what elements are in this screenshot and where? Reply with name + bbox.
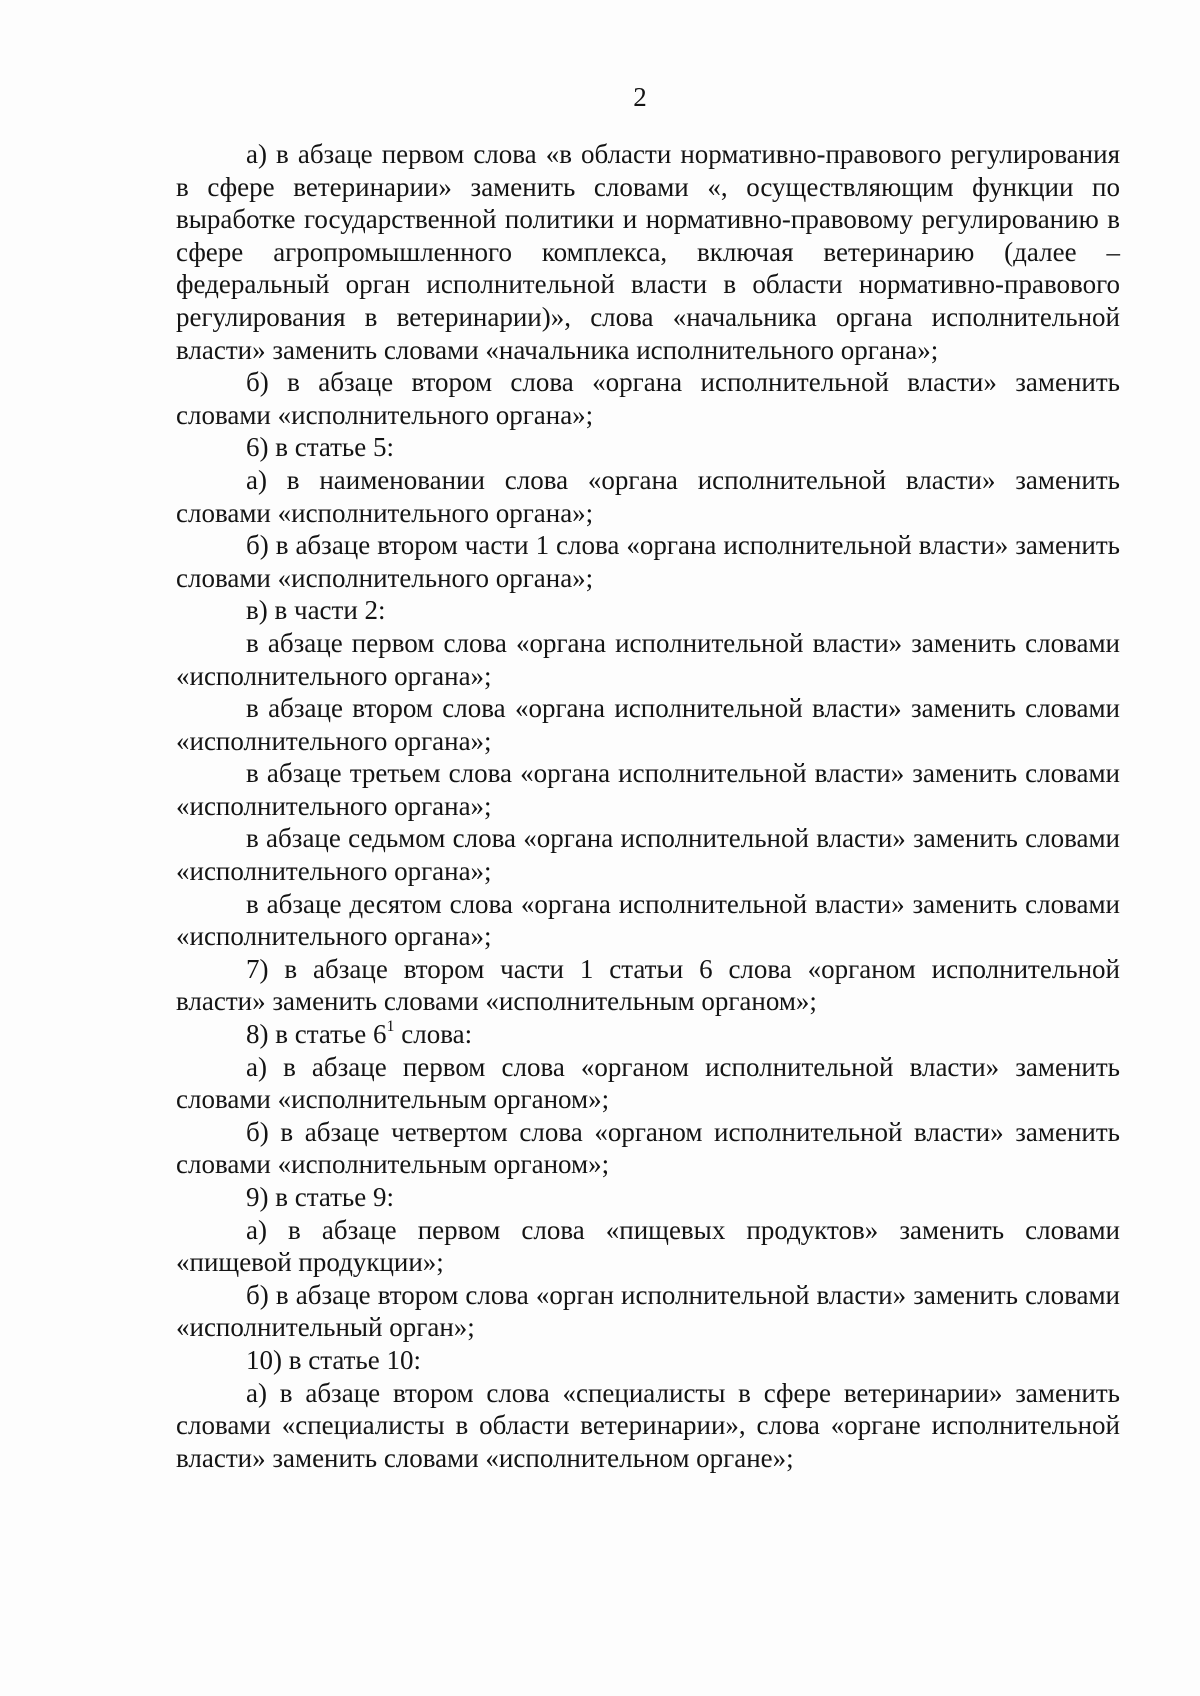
paragraph: в) в части 2: [246,595,386,626]
paragraph: а) в абзаце втором слова «специалисты в сфере ветеринарии» заменить словами «специалисты в области ветеринарии», слова «органе исполнительной власти» заменить словами «исполнительном органе»; [176,1377,1120,1473]
paragraph: а) в абзаце первом слова «в области нормативно-правового регулирования в сфере ветеринарии» заменить словами «, осуществляющим функции по выработке государственной политики и нормативно-правовому регулированию в сфере агропромышленного комплекса, включая ветеринарию (далее – федеральный орган исполнительной власти в области нормативно-правового регулирования в ветеринарии)», слова «начальника органа исполнительной власти» заменить словами «начальника исполнительного органа»; [176,139,1120,365]
paragraph: в абзаце третьем слова «органа исполнительной власти» заменить словами «исполнительного органа»; [176,758,1120,821]
paragraph: 6) в статье 5: [246,432,394,463]
paragraph-text: слова: [394,1019,473,1050]
paragraph: б) в абзаце втором слова «орган исполнительной власти» заменить словами «исполнительный орган»; [176,1279,1120,1343]
document-body [176,138,1120,1474]
paragraph: б) в абзаце втором части 1 слова «органа исполнительной власти» заменить словами «исполнительного органа»; [176,530,1120,593]
paragraph: а) в наименовании слова «органа исполнительной власти» заменить словами «исполнительного органа»; [176,464,1120,528]
paragraph: в абзаце седьмом слова «органа исполнительной власти» заменить словами «исполнительного органа»; [176,823,1120,887]
paragraph: а) в абзаце первом слова «пищевых продуктов» заменить словами «пищевой продукции»; [176,1214,1120,1278]
paragraph: 7) в абзаце втором части 1 статьи 6 слова «органом исполнительной власти» заменить словами «исполнительным органом»; [176,953,1120,1017]
paragraph: 10) в статье 10: [246,1344,421,1375]
paragraph: 9) в статье 9: [246,1182,394,1212]
superscript: 1 [386,1018,395,1036]
page-number: 2 [633,82,647,112]
paragraph: в абзаце десятом слова «органа исполнительной власти» заменить словами «исполнительного органа»; [176,888,1120,952]
paragraph: в абзаце втором слова «органа исполнительной власти» заменить словами «исполнительного органа»; [176,693,1120,756]
paragraph: в абзаце первом слова «органа исполнительной власти» заменить словами «исполнительного органа»; [176,627,1120,691]
paragraph-article-6-1 [176,1018,1120,1051]
paragraph-text: 8) в статье 6 [246,1019,387,1050]
paragraph: б) в абзаце втором слова «органа исполнительной власти» заменить словами «исполнительного органа»; [176,367,1120,430]
paragraph: а) в абзаце первом слова «органом исполнительной власти» заменить словами «исполнительным органом»; [176,1051,1120,1115]
paragraph: б) в абзаце четвертом слова «органом исполнительной власти» заменить словами «исполнительным органом»; [176,1116,1120,1180]
